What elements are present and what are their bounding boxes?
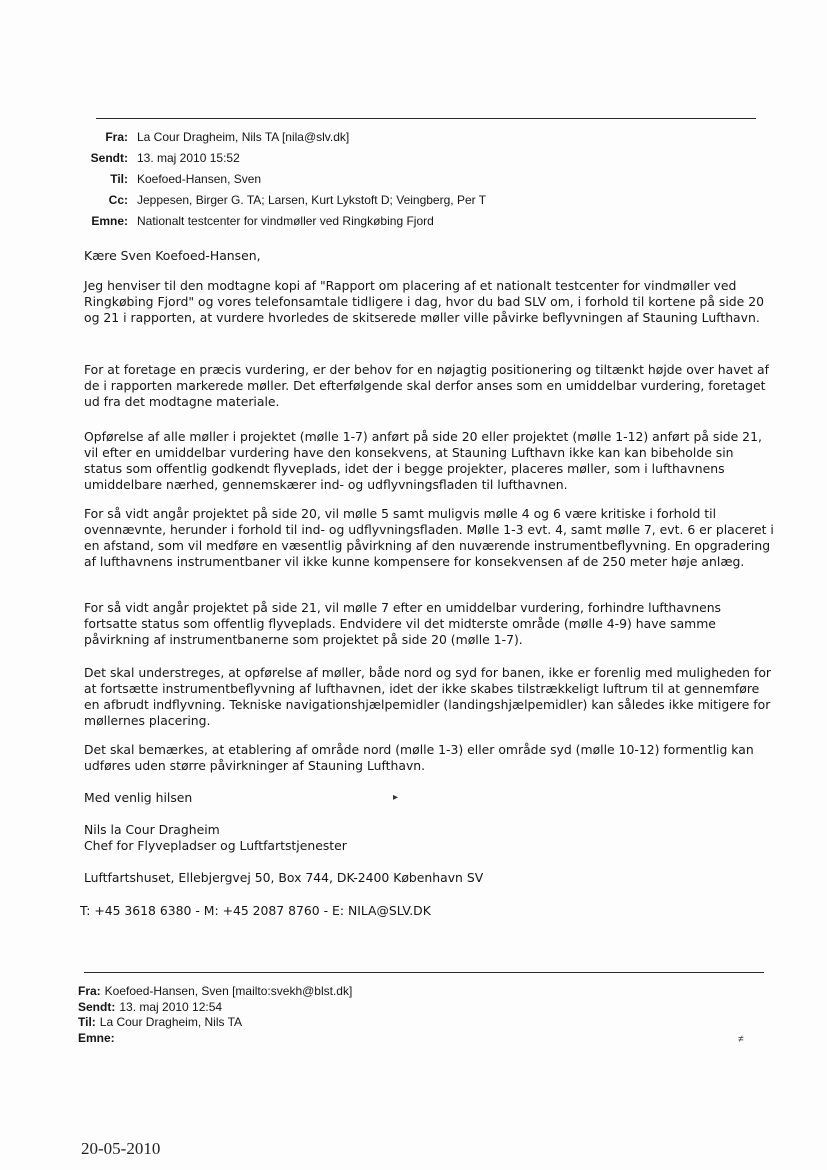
header-to-row [88, 169, 486, 190]
to-value: Koefoed-Hansen, Sven [137, 172, 262, 186]
header-divider-top [96, 118, 756, 119]
orig-from-row [78, 984, 352, 1000]
signature-name: Nils la Cour Dragheim [84, 822, 220, 837]
orig-to-value: La Cour Dragheim, Nils TA [99, 1015, 243, 1029]
paragraph-7: Det skal bemærkes, at etablering af område nord (mølle 1-3) eller område syd (mølle 10-12) formentlig kan udføres uden større påvirkninger af Stauning Lufthavn. [84, 742, 754, 773]
paragraph-3: Opførelse af alle møller i projektet (mølle 1-7) anført på side 20 eller projektet (mølle 1-12) anført på side 21, vil efter en umiddelbar vurdering have den konsekvens, at Stauning Lufthavn ikke kan kan bibeholde sin status som offentlig godkendt flyveplads, idet der i begge projekter, placeres møller, som i lufthavnens umiddelbare nærhed, gennemskærer ind- og udflyvningsfladen til lufthavnen. [84, 429, 762, 492]
date-stamp: 20-05-2010 [81, 1139, 161, 1158]
closing: Med venlig hilsen [84, 790, 193, 805]
scan-speck: ▸ [393, 792, 399, 803]
paragraph-2: For at foretage en præcis vurdering, er der behov for en nøjagtig positionering og tiltænkt højde over havet af de i rapporten markerede møller. Det efterfølgende skal derfor anses som en umiddelbar vurdering, foretaget ud fra det modtagne materiale. [84, 362, 769, 409]
header-divider-bottom [84, 972, 764, 973]
to-label: Til: [110, 172, 128, 186]
email-header-reply [88, 127, 486, 232]
from-value: La Cour Dragheim, Nils TA [nila@slv.dk] [137, 130, 350, 144]
email-header-original [78, 984, 352, 1046]
header-sent-row [88, 148, 486, 169]
orig-sent-value: 13. maj 2010 12:54 [119, 999, 223, 1014]
orig-sent-label: Sendt: [78, 999, 116, 1014]
subject-label: Emne: [91, 214, 128, 228]
paragraph-4: For så vidt angår projektet på side 20, vil mølle 5 samt muligvis mølle 4 og 6 være kritiske i forhold til ovennævnte, herunder i forhold til ind- og udflyvningsfladen. Mølle 1-3 evt. 4, samt mølle 7, evt. 6 er placeret i en afstand, som vil medføre en væsentlig påvirkning af den nuværende instrumentbeflyvning. En opgradering af lufthavnens instrumentbaner vil ikke kunne kompensere for konsekvensen af de 250 meter høje anlæg. [84, 506, 774, 569]
orig-from-label: Fra: [78, 984, 101, 998]
orig-to-row [78, 1015, 352, 1031]
header-subject-row [88, 211, 486, 232]
paragraph-6: Det skal understreges, at opførelse af møller, både nord og syd for banen, ikke er forenlig med muligheden for at fortsætte instrumentbeflyvning af lufthavnen, idet der ikke skabes tilstrækkeligt luftrum til at gennemføre en afbrudt indflyvning. Tekniske navigationshjælpemidler (landingshjælpemidler) kan således ikke mitigere for møllernes placering. [84, 665, 772, 728]
sent-label: Sendt: [90, 151, 128, 165]
header-from-row [88, 127, 486, 148]
orig-from-value: Koefoed-Hansen, Sven [mailto:svekh@blst.dk] [104, 984, 353, 998]
orig-sent-row [78, 1000, 352, 1016]
paragraph-5: For så vidt angår projektet på side 21, vil mølle 7 efter en umiddelbar vurdering, forhindre lufthavnens fortsatte status som offentlig flyveplads. Endvidere vil det midterste område (mølle 4-9) have samme påvirkning af instrumentbanerne som projektet på side 20 (mølle 1-7). [84, 600, 721, 647]
from-label: Fra: [105, 130, 128, 144]
orig-subject-row [78, 1031, 352, 1047]
signature-address: Luftfartshuset, Ellebjergvej 50, Box 744, DK-2400 København SV [84, 870, 484, 885]
cc-label: Cc: [108, 193, 128, 207]
signature-title: Chef for Flyvepladser og Luftfartstjenester [84, 838, 347, 853]
orig-to-label: Til: [78, 1015, 96, 1029]
sent-value: 13. maj 2010 15:52 [137, 151, 240, 165]
header-cc-row [88, 190, 486, 211]
subject-value: Nationalt testcenter for vindmøller ved Ringkøbing Fjord [137, 214, 434, 228]
cc-value: Jeppesen, Birger G. TA; Larsen, Kurt Lykstoft D; Veingberg, Per T [137, 193, 487, 207]
orig-subject-label: Emne: [78, 1030, 115, 1045]
greeting: Kære Sven Koefoed-Hansen, [84, 248, 261, 263]
signature-contact: T: +45 3618 6380 - M: +45 2087 8760 - E: NILA@SLV.DK [80, 903, 431, 918]
paragraph-1: Jeg henviser til den modtagne kopi af "Rapport om placering af et nationalt testcenter for vindmøller ved Ringkøbing Fjord" og vores telefonsamtale tidligere i dag, hvor du bad SLV om, i forhold til kortene på side 20 og 21 i rapporten, at vurdere hvorledes de skitserede møller ville påvirke beflyvningen af Stauning Lufthavn. [84, 278, 765, 325]
scan-speck: ≠ [738, 1034, 744, 1045]
